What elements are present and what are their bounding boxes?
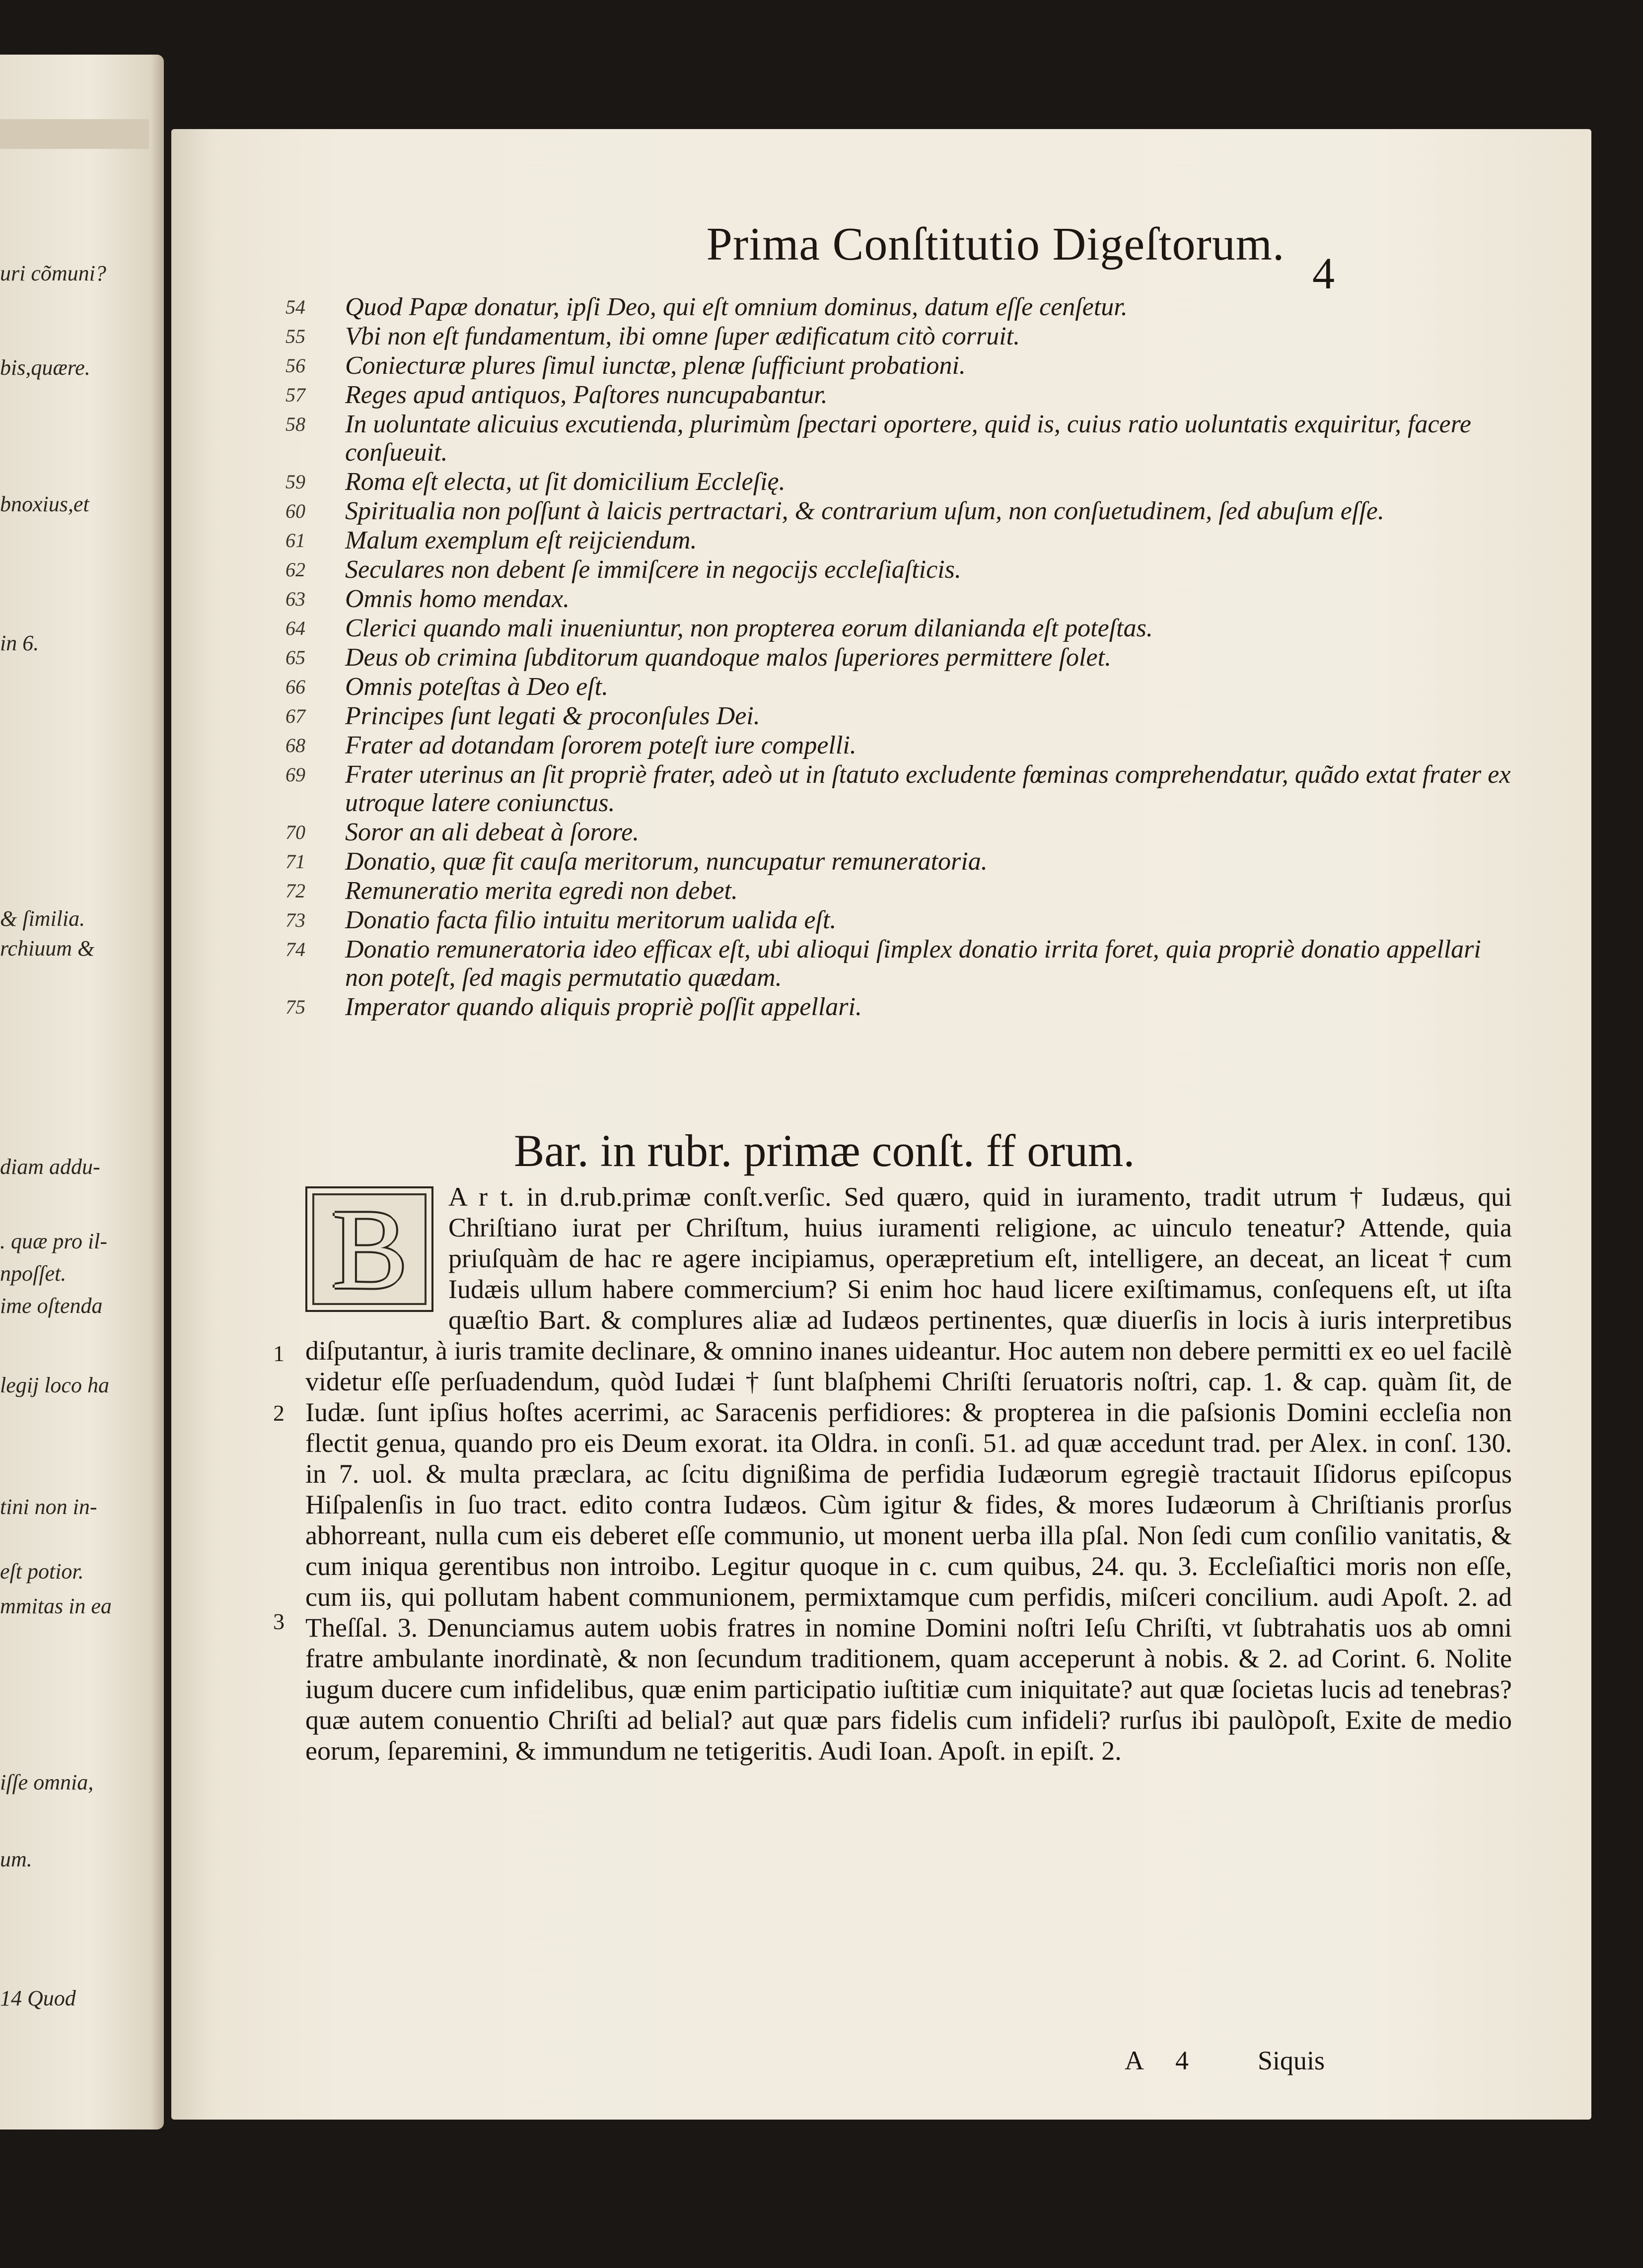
index-entry-text: Omnis homo mendax.: [345, 585, 570, 613]
index-entry-text: Donatio remuneratoria ideo efficax eſt, ubi alioqui ſimplex donatio irrita foret, quia propriè donatio appellari non poteſt, ſed magis permutatio quædam.: [345, 935, 1481, 992]
index-entry-number: 72: [286, 880, 305, 902]
index-entry-text: Roma eſt electa, ut ſit domicilium Eccleſię.: [345, 468, 786, 496]
left-fragment: . quæ pro il-: [0, 1229, 107, 1253]
index-entry: [286, 497, 1517, 525]
index-entry: [286, 585, 1517, 613]
index-entry: [286, 468, 1517, 496]
index-entry: [286, 760, 1517, 817]
decorated-initial: [305, 1186, 433, 1312]
index-entry-number: 68: [286, 734, 305, 756]
index-entry-text: Vbi non eſt fundamentum, ibi omne ſuper ædificatum citò corruit.: [345, 322, 1020, 350]
index-entry-number: 63: [286, 588, 305, 610]
left-fragment: mmitas in ea: [0, 1594, 112, 1618]
index-entry: [286, 410, 1517, 467]
left-fragment: tini non in-: [0, 1495, 97, 1519]
index-entry: [286, 351, 1517, 380]
index-entry-text: Clerici quando mali inueniuntur, non propterea eorum dilanianda eſt poteſtas.: [345, 614, 1153, 642]
index-entry-text: Deus ob crimina ſubditorum quandoque malos ſuperiores permittere ſolet.: [345, 643, 1112, 672]
left-fragment: diam addu-: [0, 1155, 100, 1179]
left-fragment: rchiuum &: [0, 936, 95, 961]
left-fragment: iſſe omnia,: [0, 1770, 94, 1794]
index-entry: [286, 702, 1517, 730]
margin-number: 2: [273, 1400, 285, 1426]
left-page: [0, 55, 164, 2130]
index-entry: [286, 818, 1517, 846]
index-entry-number: 62: [286, 558, 305, 581]
index-entry-number: 73: [286, 909, 305, 931]
left-fragment: npoſſet.: [0, 1261, 67, 1286]
index-entry-text: Imperator quando aliquis propriè poſſit appellari.: [345, 993, 862, 1021]
index-entry-number: 57: [286, 384, 305, 406]
index-entry-text: Malum exemplum eſt reijciendum.: [345, 526, 697, 554]
commentary-text: A r t. in d.rub.primæ conſt.verſic. Sed quæro, quid in iuramento, tradit utrum † Iudæus, qui Chriſtiano iurat per Chriſtum, huius iuramenti religione, ac uinculo teneatur? Attende, quia priuſquàm de hac re agere incipiamus, operæpretium eſt, intelligere, an deceat, an liceat † cum Iudæis ullum habere commercium? Si enim hoc haud licere exiſtimamus, conſequens eſt, ut iſta quæſtio Bart. & complures aliæ ad Iudæos pertinentes, quæ diuerſis in locis à iuris interpretibus diſputantur, à iuris tramite declinare, & omnino inanes uideantur. Hoc autem non debere permitti ex eo uel facilè videtur eſſe perſuadendum, quòd Iudæi † ſunt blaſphemi Chriſti ſeruatoris noſtri, cap. 1. & cap. quàm ſit, de Iudæ. ſunt ipſius hoſtes acerrimi, ac Saracenis perfidiores: & propterea in die paſsionis Domini eccleſia non flectit genua, quando pro eis Deum exorat. ita Oldra. in conſi. 51. ad quæ accedunt trad. per Alex. in conſ. 130. in 7. uol. & multa præclara, ac ſcitu dignißima de perfidia Iudæorum egregiè tractauit Iſidorus epiſcopus Hiſpalenſis in ſuo tract. edito contra Iudæos. Cùm igitur & fides, & mores Iudæorum à Chriſtianis prorſus abhorreant, nulla cum eis deberet eſſe communio, ut monent uerba illa pſal. Non ſedi cum conſilio vanitatis, & cum iniqua gerentibus non introibo. Legitur quoque in c. cum quibus, 24. qu. 3. Eccleſiaſtici moris non eſſe, cum iis, qui pollutam habent communionem, permixtamque cum perfidis, miſceri concilium. audi Apoſt. 2. ad Theſſal. 3. Denunciamus autem uobis fratres in nomine Domini noſtri Ieſu Chriſti, vt ſubtrahatis uos ab omni fratre ambulante inordinatè, & non ſecundum traditionem, quam acceperunt à nobis. & 2. ad Corint. 6. Nolite iugum ducere cum infidelibus, quæ enim participatio iuſtitiæ cum iniquitate? aut quæ ſocietas lucis ad tenebras? quæ autem conuentio Chriſti ad belial? aut quæ pars fidelis cum infideli? rurſus ibi paulòpoſt, Exite de medio eorum, ſeparemini, & immundum ne tetigeritis. Audi Ioan. Apoſt. in epiſt. 2.: [305, 1182, 1512, 1766]
index-entry: [286, 293, 1517, 321]
index-entry-number: 69: [286, 763, 305, 786]
index-entry-number: 55: [286, 325, 305, 347]
index-entry-number: 58: [286, 413, 305, 435]
index-entry: [286, 877, 1517, 905]
index-entry: [286, 673, 1517, 701]
decorated-initial-letter: B: [331, 1186, 408, 1312]
left-fragment: in 6.: [0, 631, 39, 655]
index-entry-text: Soror an ali debeat à ſorore.: [345, 818, 640, 846]
page-title: Prima Conſtitutio Digeſtorum.: [706, 218, 1285, 270]
index-entry-text: Coniecturæ plures ſimul iunctæ, plenæ ſufficiunt probationi.: [345, 351, 966, 380]
index-entry: [286, 847, 1517, 876]
signature-number: 4: [1175, 2046, 1189, 2075]
index-entry-number: 70: [286, 821, 305, 843]
left-fragment: 14 Quod: [0, 1986, 76, 2010]
page-number: 4: [1312, 249, 1335, 298]
index-entry-text: Frater ad dotandam ſororem poteſt iure compelli.: [345, 731, 857, 759]
margin-number: 3: [273, 1609, 285, 1634]
left-fragment: & ſimilia.: [0, 906, 85, 931]
index-entry-text: Frater uterinus an ſit propriè frater, adeò ut in ſtatuto excludente fœminas comprehendatur, quãdo extat frater ex utroque latere coniunctus.: [345, 760, 1511, 817]
index-entry: [286, 614, 1517, 642]
index-entry: [286, 555, 1517, 584]
index-entry: [286, 381, 1517, 409]
left-fragment: uri cõmuni?: [0, 261, 106, 285]
index-entry-text: In uoluntate alicuius excutienda, plurimùm ſpectari oportere, quid is, cuius ratio uoluntatis exquiritur, facere conſueuit.: [345, 410, 1471, 467]
index-entry-text: Spiritualia non poſſunt à laicis pertractari, & contrarium uſum, non conſuetudinem, ſed abuſum eſſe.: [345, 497, 1384, 525]
index-entry-text: Seculares non debent ſe immiſcere in negocijs eccleſiaſticis.: [345, 555, 961, 584]
index-entry-number: 71: [286, 850, 305, 873]
left-fragment: um.: [0, 1847, 32, 1871]
index-entry: [286, 993, 1517, 1021]
right-page: [171, 129, 1591, 2120]
index-entry: [286, 643, 1517, 672]
margin-number: 1: [273, 1341, 285, 1366]
index-entry-text: Remuneratio merita egredi non debet.: [345, 877, 738, 905]
index-entry-number: 75: [286, 996, 305, 1018]
index-entry-number: 74: [286, 938, 305, 961]
left-fragment: legij loco ha: [0, 1373, 109, 1397]
index-entry-number: 67: [286, 705, 305, 727]
index-entry-number: 54: [286, 296, 305, 318]
commentary-body: [305, 1181, 1512, 1766]
index-entry-number: 61: [286, 529, 305, 551]
left-fragment: bis,quære.: [0, 355, 90, 380]
index-entry-number: 60: [286, 500, 305, 522]
left-page-shadow: [0, 119, 149, 149]
left-fragment: bnoxius,et: [0, 492, 89, 516]
section-heading: Bar. in rubr. primæ conſt. ff orum.: [514, 1125, 1135, 1176]
index-entry-number: 59: [286, 471, 305, 493]
signature-mark: A: [1125, 2046, 1144, 2075]
index-entry-text: Reges apud antiquos, Paſtores nuncupabantur.: [345, 381, 828, 409]
index-entry-number: 65: [286, 646, 305, 669]
index-entry-text: Omnis poteſtas à Deo eſt.: [345, 673, 609, 701]
index-entry: [286, 935, 1517, 992]
index-entry: [286, 906, 1517, 934]
index-entry-text: Donatio facta filio intuitu meritorum ualida eſt.: [345, 906, 837, 934]
index-entry-text: Principes ſunt legati & proconſules Dei.: [345, 702, 760, 730]
index-entry-number: 64: [286, 617, 305, 639]
left-fragment: ime oſtenda: [0, 1294, 103, 1318]
index-entry: [286, 322, 1517, 350]
index-entry: [286, 731, 1517, 759]
summary-index-list: [286, 293, 1517, 1022]
index-entry-text: Donatio, quæ fit cauſa meritorum, nuncupatur remuneratoria.: [345, 847, 988, 876]
index-entry-number: 56: [286, 354, 305, 377]
index-entry: [286, 526, 1517, 554]
catchword: Siquis: [1258, 2046, 1325, 2075]
index-entry-text: Quod Papæ donatur, ipſi Deo, qui eſt omnium dominus, datum eſſe cenſetur.: [345, 293, 1128, 321]
left-fragment: eſt potior.: [0, 1559, 84, 1583]
index-entry-number: 66: [286, 676, 305, 698]
